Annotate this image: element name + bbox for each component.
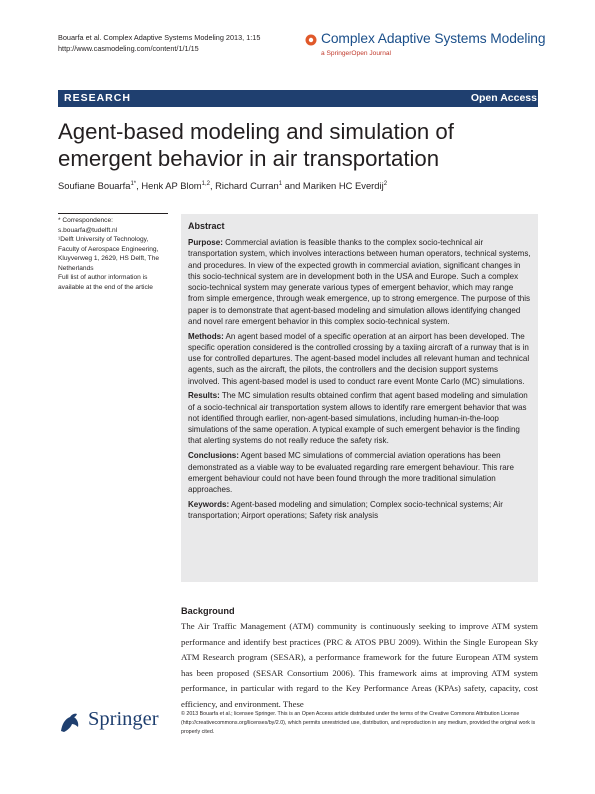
journal-name: Complex Adaptive Systems Modeling <box>321 31 546 46</box>
journal-subtitle: a SpringerOpen Journal <box>321 50 392 57</box>
results-text: The MC simulation results obtained confirm that agent based modeling and simulation of a socio-technical air transportation system allows to identify rare emergent behavior that was not identified through earlier, non-agent-based simulations, including human-in-the-loop simulations of the same operation. A typical example of such emergent behavior is the finding that alerting systems do not really reduce the safety risk. <box>188 391 528 446</box>
title-line-2: emergent behavior in air transportation <box>58 146 440 171</box>
author-name: , Richard Curran <box>209 180 279 192</box>
article-type-label: RESEARCH <box>64 92 131 104</box>
section-heading-background: Background <box>181 606 235 616</box>
springer-horse-icon <box>57 711 83 735</box>
affiliation-line: Faculty of Aerospace Engineering, <box>58 245 159 253</box>
affiliation-line: Kluyverweg 1, 2629, HS Delft, The <box>58 255 160 262</box>
abstract-conclusions <box>188 450 531 495</box>
abstract-body <box>188 237 531 525</box>
citation-url[interactable]: http://www.casmodeling.com/content/1/1/15 <box>58 43 199 53</box>
abstract-methods <box>188 331 531 387</box>
conclusions-text: Agent based MC simulations of commercial aviation operations has been demonstrated as a viable way to be evaluated regarding rare emergent behaviour. This rare emergent behaviour could not have been found through the more traditional simulation approaches. <box>188 451 514 495</box>
author-name: , Henk AP Blom <box>136 180 202 192</box>
title-line-1: Agent-based modeling and simulation of <box>58 119 454 144</box>
author-affiliation: 1* <box>130 181 137 187</box>
methods-text: An agent based model of a specific operation at an airport has been developed. The specific operation considered is the controlled crossing by a taxiing aircraft of a runway that is in use for controlled departures. The agent-based model includes all relevant human and technical agents, such as the aircraft, the pilots, the controllers and the decision support systems involved. This agent-based model is used to conduct rare event Monte Carlo (MC) simulations. <box>188 331 530 386</box>
article-title <box>58 118 538 172</box>
author-name: Soufiane Bouarfa <box>58 180 131 192</box>
author-affiliation: 1 <box>278 181 283 187</box>
conclusions-label: Conclusions: <box>188 451 239 461</box>
background-text: The Air Traffic Management (ATM) community is continuously seeking to improve ATM system performance and identify best practices (PRC & ATOS PBU 2009). Within the Single European Sky ATM Research program (SESAR), a performance framework for the future European ATM system has been proposed (SESAR Consortium 2006). This framework aims at improving ATM system performance, in particular with regard to the Key Performance Areas (KPAs) safety, capacity, cost efficiency, and environment. These <box>181 621 538 709</box>
affiliation-line: Netherlands <box>58 264 94 272</box>
keywords-text: Agent-based modeling and simulation; Complex socio-technical systems; Air transportation; Airport operations; Safety risk analysis <box>188 499 503 521</box>
abstract-heading: Abstract <box>188 221 225 231</box>
keywords-label: Keywords: <box>188 499 230 509</box>
citation <box>58 33 318 54</box>
correspondence-note <box>58 216 168 292</box>
purpose-text: Commercial aviation is feasible thanks to the complex socio-technical air transportation system, which involves interactions between human operators, technical systems, and procedures. In view of the expected growth in commercial aviation, significant changes in this socio-technical system are in development both in the USA and Europe. Such a complex socio-technical system may generate various types of emergent behavior, which may range from simple emergence, through weak emergence, up to strong emergence. The purpose of this paper is to demonstrate that agent-based modeling and simulation allows identifying changed and novel rare emergent behavior in this complex socio-technical system. <box>188 238 531 326</box>
abstract-keywords <box>188 499 531 522</box>
background-paragraph <box>181 619 538 713</box>
purpose-label: Purpose: <box>188 238 223 247</box>
journal-logo-icon <box>305 34 317 46</box>
abstract-purpose <box>188 237 531 327</box>
citation-line-1: Bouarfa et al. Complex Adaptive Systems Modeling 2013, 1:15 <box>58 33 261 42</box>
abstract-results <box>188 390 531 446</box>
author-info-note: available at the end of the article <box>58 283 153 291</box>
open-access-label: Open Access <box>470 92 537 104</box>
side-note-divider <box>58 213 168 214</box>
correspondence-label: * Correspondence: <box>58 217 113 224</box>
methods-label: Methods: <box>188 331 224 341</box>
correspondence-email[interactable]: s.bouarfa@tudelft.nl <box>58 226 118 234</box>
author-list <box>58 178 538 192</box>
springer-logo-text: Springer <box>88 708 159 730</box>
license-note: © 2013 Bouarfa et al.; licensee Springer. This is an Open Access article distributed under the terms of the Creative Commons Attribution License (http://creativecommons.org/licenses/by/2.0), which permits unrestricted use, distribution, and reproduction in any medium, provided the original work is properly cited. <box>181 711 536 735</box>
results-label: Results: <box>188 391 220 401</box>
author-affiliation: 1,2 <box>201 181 210 187</box>
affiliation-line: ¹Delft University of Technology, <box>58 236 149 243</box>
author-name: and Mariken HC Everdij <box>282 180 384 192</box>
author-info-note: Full list of author information is <box>58 274 148 281</box>
author-affiliation: 2 <box>383 181 388 187</box>
